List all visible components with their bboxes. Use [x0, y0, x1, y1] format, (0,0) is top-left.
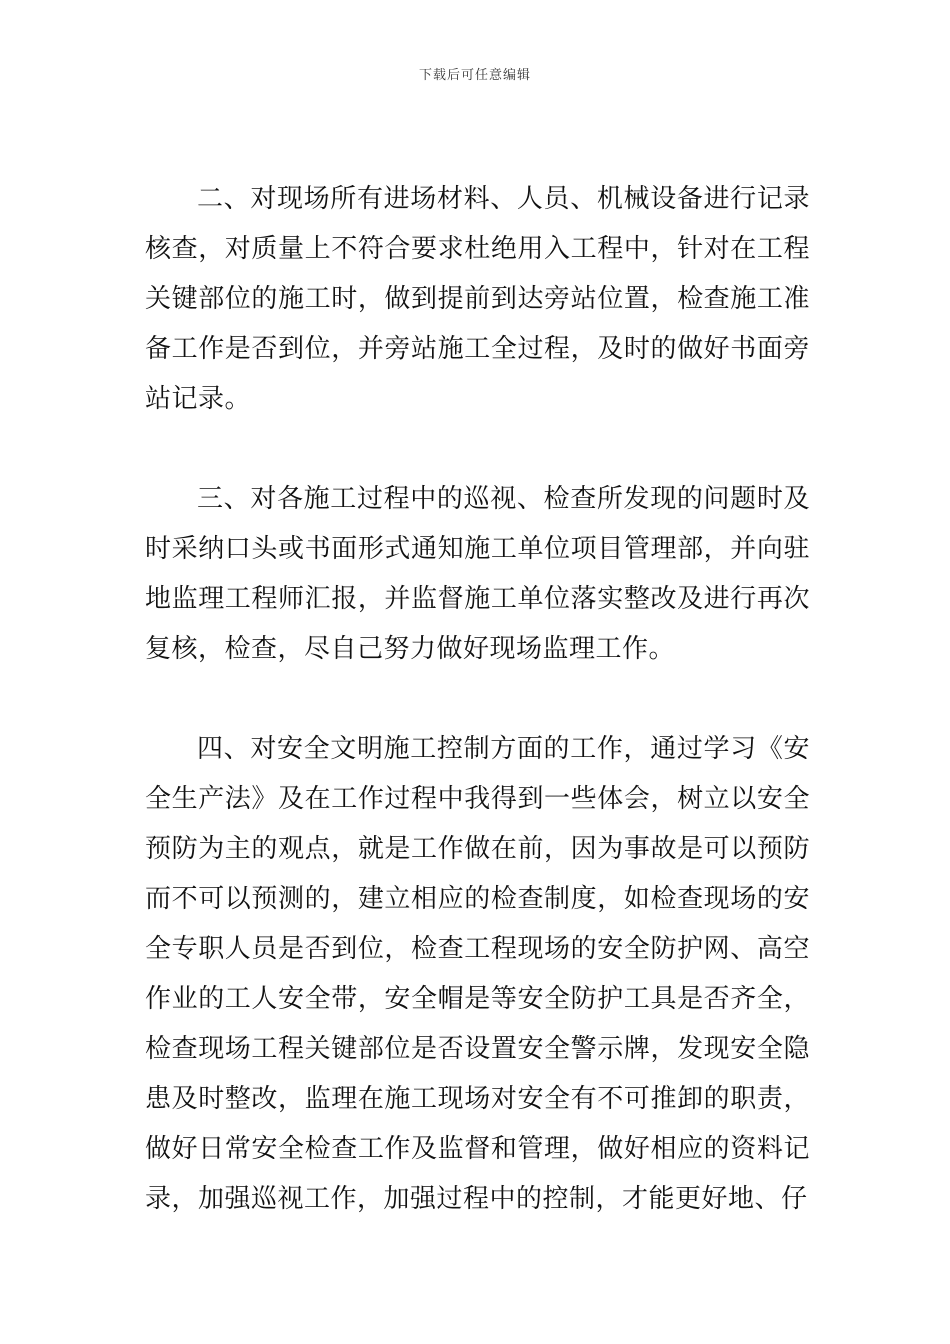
paragraph-safety-control: 四、对安全文明施工控制方面的工作，通过学习《安全生产法》及在工作过程中我得到一些体会，树立以安全预防为主的观点，就是工作做在前，因为事故是可以预防而不可以预测的，建立相应的检查制度，如检查现场的安全专职人员是否到位，检查工程现场的安全防护网、高空作业的工人安全带，安全帽是等安全防护工具是否齐全，检查现场工程关键部位是否设置安全警示牌，发现安全隐患及时整改，监理在施工现场对安全有不可推卸的职责，做好日常安全检查工作及监督和管理，做好相应的资料记录，加强巡视工作，加强过程中的控制，才能更好地、仔 [145, 734, 810, 1214]
paragraph-inspection-records: 二、对现场所有进场材料、人员、机械设备进行记录核查，对质量上不符合要求杜绝用入工程中，针对在工程关键部位的施工时，做到提前到达旁站位置，检查施工准备工作是否到位，并旁站施工全过程，及时的做好书面旁站记录。 [145, 184, 810, 414]
page-header: 下载后可任意编辑 [418, 68, 531, 83]
document-body [145, 174, 810, 1274]
paragraph-patrol-issues: 三、对各施工过程中的巡视、检查所发现的问题时及时采纳口头或书面形式通知施工单位项目管理部，并向驻地监理工程师汇报，并监督施工单位落实整改及进行再次复核，检查，尽自己努力做好现场监理工作。 [145, 484, 810, 664]
